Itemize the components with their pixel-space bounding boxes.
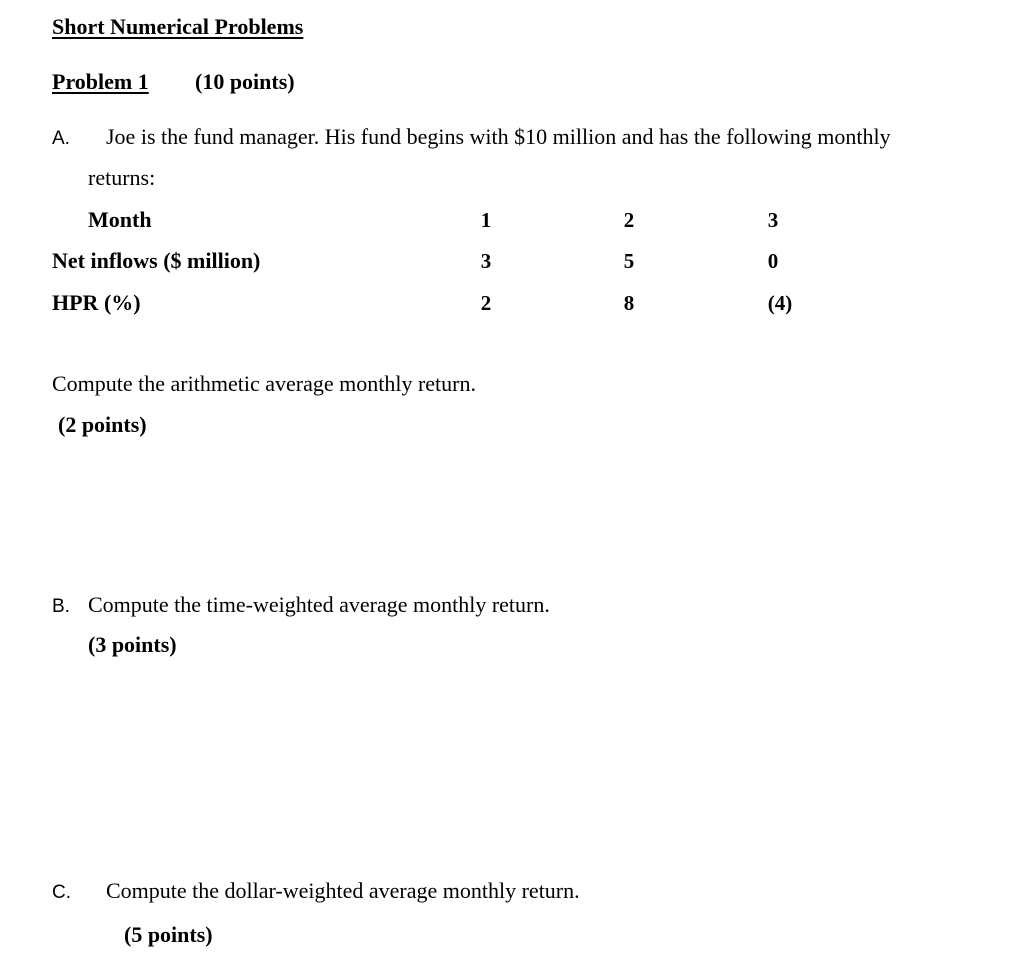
table-month-3: 3: [767, 208, 779, 232]
problem-label: Problem 1: [52, 69, 149, 94]
part-a-question: Compute the arithmetic average monthly return.: [52, 371, 476, 396]
part-a-intro-line1: Joe is the fund manager. His fund begins with $10 million and has the following monthly: [106, 124, 891, 149]
table-cell: 5: [623, 249, 635, 273]
part-a-intro-line2: returns:: [88, 165, 156, 190]
table-cell: 8: [623, 291, 635, 315]
section-title: Short Numerical Problems: [52, 14, 304, 39]
table-cell: (4): [767, 291, 793, 315]
table-row-label: Net inflows ($ million): [52, 248, 261, 273]
table-cell: 3: [480, 249, 492, 273]
part-b-marker: B.: [52, 596, 70, 617]
table-row-label: HPR (%): [52, 290, 141, 315]
part-a-points: (2 points): [58, 412, 147, 437]
part-b-question: Compute the time-weighted average monthly return.: [88, 592, 550, 617]
table-month-2: 2: [623, 208, 635, 232]
table-header-label: Month: [88, 207, 152, 232]
table-cell: 2: [480, 291, 492, 315]
problem-points: (10 points): [195, 69, 295, 94]
part-c-points: (5 points): [124, 922, 213, 947]
table-month-1: 1: [480, 208, 492, 232]
part-c-question: Compute the dollar-weighted average monthly return.: [106, 878, 580, 903]
part-a-marker: A.: [52, 128, 70, 149]
part-c-marker: C.: [52, 882, 71, 903]
table-cell: 0: [767, 249, 779, 273]
part-b-points: (3 points): [88, 632, 177, 657]
